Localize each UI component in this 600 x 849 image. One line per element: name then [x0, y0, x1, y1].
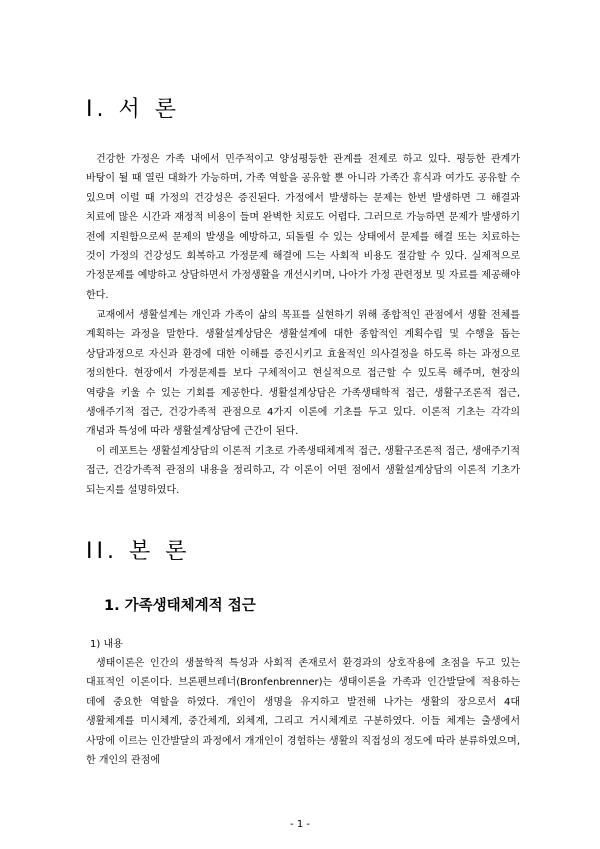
section-heading: 1. 가족생태체계적 접근 — [104, 598, 256, 614]
sub-item-heading: 1) 내용 — [90, 639, 123, 650]
body-heading: II. 본 론 — [86, 539, 191, 564]
intro-paragraph-2: 교재에서 생활설계는 개인과 가족이 삶의 목표를 실현하기 위해 종합적인 관점에서 생활 전체를 계획하는 과정을 말한다. 생활설계상담은 생활설계에 대한 종합적인 계획수립 및 수행을 돕는 상담과정으로 자신과 환경에 대한 이해를 증진시키고 효율적인 의사결정을 하도록 하는 과정으로 정의한다. 현장에서 가정문제를 보다 구체적이고 현실적으로 접근할 수 있도록 해주며, 현장의 역량을 키울 수 있는 기회를 제공한다. 생활설계상담은 가족생태학적 접근, 생활구조론적 접근, 생애주기적 접근, 건강가족적 관점으로 4가지 이론에 기초를 두고 있다. 이론적 기초는 각각의 개념과 특성에 따라 생활설계상담에 근간이 된다. — [86, 310, 520, 438]
body-paragraph: 생태이론은 인간의 생물학적 특성과 사회적 존재로서 환경과의 상호작용에 초점을 두고 있는 대표적인 이론이다. 브론펜브레너(Bronfenbrenner)는 생태이론을 가족과 인간발달에 적용하는 데에 중요한 역할을 하였다. 개인이 생명을 유지하고 발전해 나가는 생활의 장으로서 4대 생활체계를 미시체계, 중간체계, 외체계, 그리고 거시체계로 구분하였다. 이들 체계는 출생에서 사망에 이르는 인간발달의 과정에서 개개인이 경험하는 생활의 직접성의 정도에 따라 분류하였으며, 한 개인의 관점에 — [86, 658, 520, 767]
intro-paragraph-3: 이 레포트는 생활설계상담의 이론적 기초로 가족생태체계적 접근, 생활구조론적 접근, 생애주기적 접근, 건강가족적 관점의 내용을 정리하고, 각 이론이 어떤 점에서 생활설계상담의 이론적 기초가 되는지를 설명하였다. — [86, 446, 520, 496]
intro-heading: I. 서 론 — [86, 97, 180, 122]
intro-paragraph-1: 건강한 가정은 가족 내에서 민주적이고 양성평등한 관계를 전제로 하고 있다. 평등한 관계가 바탕이 될 때 열린 대화가 가능하며, 가족 역할을 공유할 뿐 아니라 가족간 휴식과 여가도 공유할 수 있으며 이럴 때 가정의 건강성은 증진된다. 가정에서 발생하는 문제는 한번 발생하면 그 해결과 치료에 많은 시간과 재정적 비용이 들며 완벽한 치료도 어렵다. 그러므로 가능하면 문제가 발생하기 전에 지원함으로써 문제의 발생을 예방하고, 되돌릴 수 있는 상태에서 문제를 해결 또는 치료하는 것이 가정의 건강성도 회복하고 가정문제 해결에 드는 사회적 비용도 절감할 수 있다. 실제적으로 가정문제를 예방하고 상담하면서 가정생활을 개선시키며, 나아가 가정 관련정보 및 자료를 제공해야 한다. — [86, 154, 520, 301]
page-number: - 1 - — [290, 819, 310, 830]
